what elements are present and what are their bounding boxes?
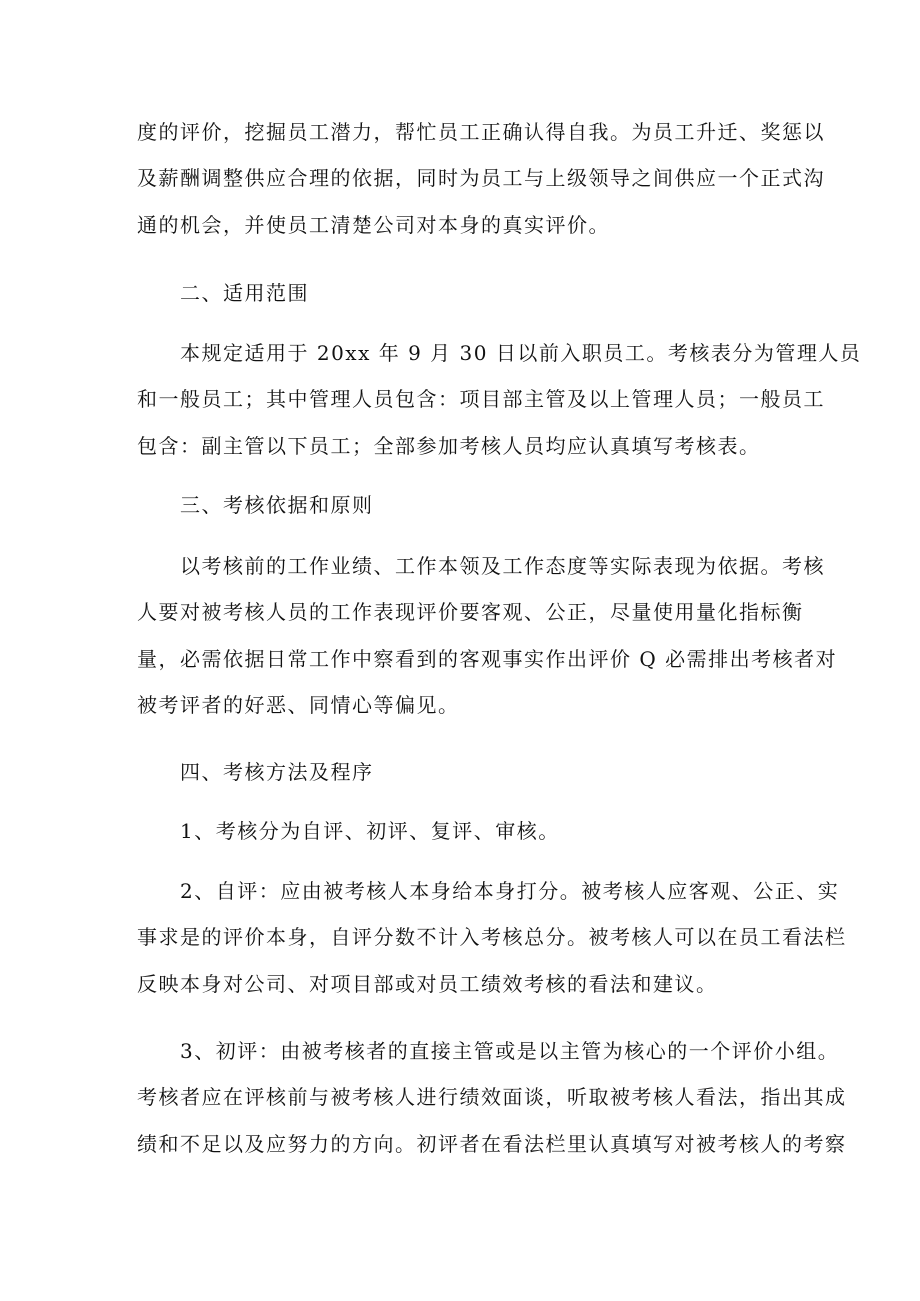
method-item-1: 1、考核分为自评、初评、复评、审核。 [180,819,560,843]
purpose-line-3: 通的机会，并使员工清楚公司对本身的真实评价。 [137,213,610,237]
self-assessment-line-1: 2、自评：应由被考核人本身给本身打分。被考核人应客观、公正、实 [180,879,840,903]
section-heading-principles: 三、考核依据和原则 [180,493,374,517]
self-assessment-line-3: 反映本身对公司、对项目部或对员工绩效考核的看法和建议。 [137,972,718,996]
purpose-line-2: 及薪酬调整供应合理的依据，同时为员工与上级领导之间供应一个正式沟 [137,166,825,190]
section-heading-scope: 二、适用范围 [180,281,309,305]
initial-assessment-line-2: 考核者应在评核前与被考核人进行绩效面谈，听取被考核人看法，指出其成 [137,1085,847,1109]
initial-assessment-line-3: 绩和不足以及应努力的方向。初评者在看法栏里认真填写对被考核人的考察 [137,1132,847,1156]
principles-line-3: 量，必需依据日常工作中察看到的客观事实作出评价 Q 必需排出考核者对 [137,647,838,671]
principles-line-1: 以考核前的工作业绩、工作本领及工作态度等实际表现为依据。考核 [180,554,825,578]
principles-line-4: 被考评者的好恶、同情心等偏见。 [137,693,460,717]
scope-line-1: 本规定适用于 20xx 年 9 月 30 日以前入职员工。考核表分为管理人员 [180,341,862,365]
scope-line-3: 包含：副主管以下员工；全部参加考核人员均应认真填写考核表。 [137,434,761,458]
section-heading-method: 四、考核方法及程序 [180,760,374,784]
scope-line-2: 和一般员工；其中管理人员包含：项目部主管及以上管理人员；一般员工 [137,387,825,411]
initial-assessment-line-1: 3、初评：由被考核者的直接主管或是以主管为核心的一个评价小组。 [180,1039,840,1063]
principles-line-2: 人要对被考核人员的工作表现评价要客观、公正，尽量使用量化指标衡 [137,600,804,624]
purpose-line-1: 度的评价，挖掘员工潜力，帮忙员工正确认得自我。为员工升迁、奖惩以 [137,120,825,144]
self-assessment-line-2: 事求是的评价本身，自评分数不计入考核总分。被考核人可以在员工看法栏 [137,925,847,949]
